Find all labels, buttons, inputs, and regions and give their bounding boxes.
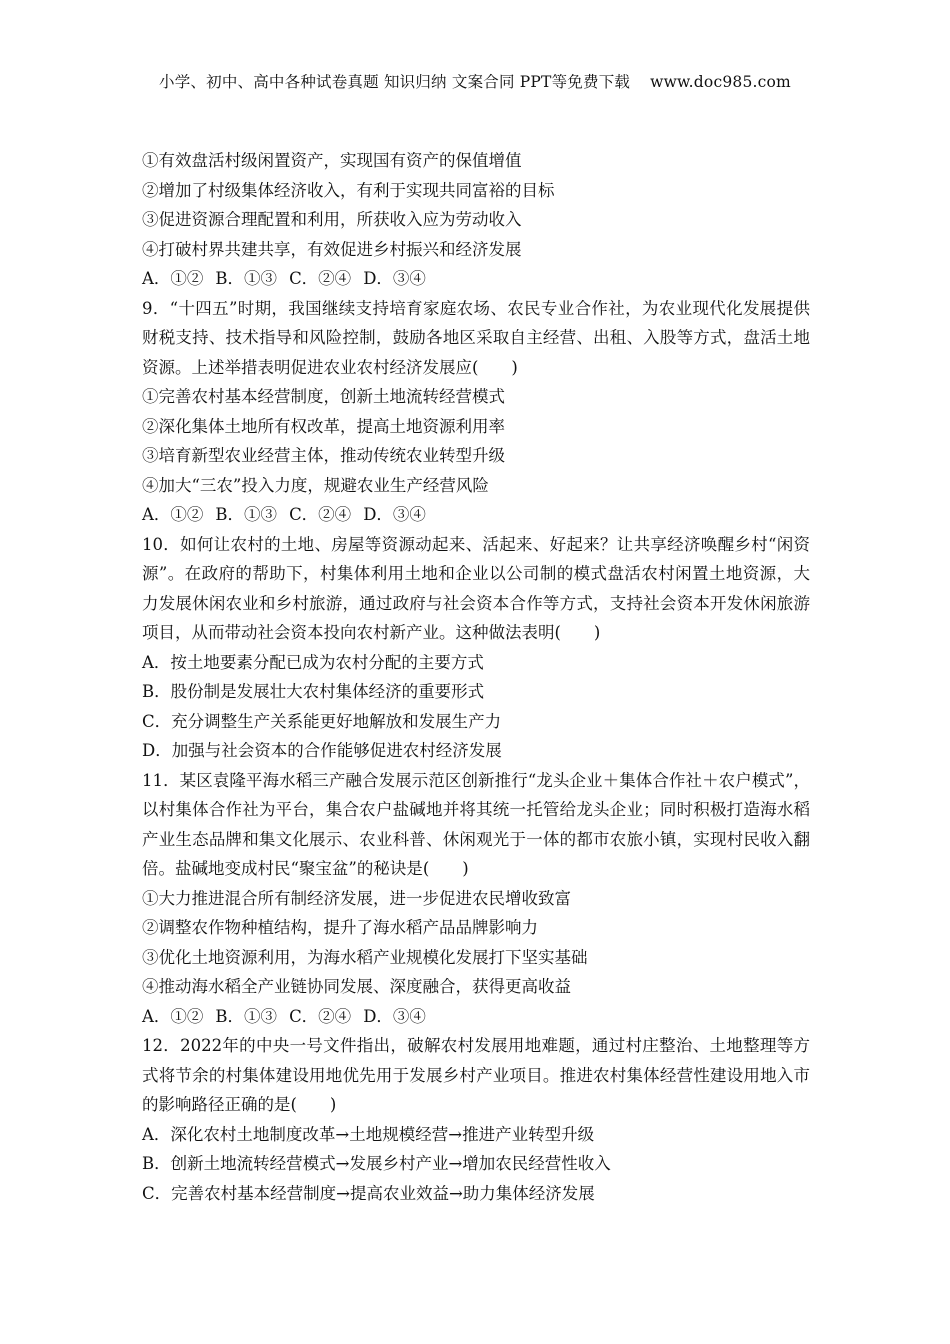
- header-text: 小学、初中、高中各种试卷真题 知识归纳 文案合同 PPT等免费下载: [159, 73, 631, 91]
- q8-item-1: ①有效盘活村级闲置资产，实现国有资产的保值增值: [142, 151, 522, 170]
- q11-option-c: C．②④: [289, 1006, 352, 1026]
- q8-item-2: ②增加了村级集体经济收入，有利于实现共同富裕的目标: [142, 180, 555, 200]
- q9-option-a: A．①②: [142, 505, 204, 524]
- q8-options: [142, 264, 810, 294]
- q11-option-d: D．③④: [363, 1006, 426, 1026]
- q10-stem: 10．如何让农村的土地、房屋等资源动起来、活起来、好起来？让共享经济唤醒乡村“闲资源”。在政府的帮助下，村集体利用土地和企业以公司制的模式盘活农村闲置土地资源，大力发展休闲农业和乡村旅游，通过政府与社会资本合作等方式，支持社会资本开发休闲旅游项目，从而带动社会资本投向农村新产业。这种做法表明( ): [142, 534, 810, 642]
- q9-options: [142, 500, 810, 530]
- header-site: www.doc985.com: [650, 73, 791, 91]
- q9-option-d: D．③④: [363, 505, 426, 524]
- q8-option-b: B．①③: [215, 269, 278, 288]
- q11-item-2: ②调整农作物种植结构，提升了海水稻产品品牌影响力: [142, 918, 538, 937]
- q11-option-a: A．①②: [142, 1006, 204, 1026]
- q8-item-4: ④打破村界共建共享，有效促进乡村振兴和经济发展: [142, 239, 522, 259]
- page-header: [0, 70, 950, 92]
- q11-option-b: B．①③: [215, 1006, 278, 1026]
- q10-choice-d: D．加强与社会资本的合作能够促进农村经济发展: [142, 741, 502, 760]
- q11-item-1: ①大力推进混合所有制经济发展，进一步促进农民增收致富: [142, 888, 571, 908]
- q9-stem: 9．“十四五”时期，我国继续支持培育家庭农场、农民专业合作社，为农业现代化发展提供财税支持、技术指导和风险控制，鼓励各地区采取自主经营、出租、入股等方式，盘活土地资源。上述举措表明促进农业农村经济发展应( ): [142, 298, 810, 377]
- question-8-continued: [142, 146, 810, 294]
- q12-choice-a: A．深化农村土地制度改革→土地规模经营→推进产业转型升级: [142, 1124, 595, 1144]
- q9-item-4: ④加大“三农”投入力度，规避农业生产经营风险: [142, 475, 489, 495]
- q10-choice-b: B．股份制是发展壮大农村集体经济的重要形式: [142, 682, 485, 701]
- q9-option-c: C．②④: [289, 505, 352, 524]
- q11-options: [142, 1002, 810, 1032]
- question-10: [142, 530, 810, 766]
- q8-option-c: C．②④: [289, 269, 352, 288]
- q11-item-3: ③优化土地资源利用，为海水稻产业规模化发展打下坚实基础: [142, 947, 588, 967]
- q8-item-3: ③促进资源合理配置和利用，所获收入应为劳动收入: [142, 210, 522, 229]
- q8-option-a: A．①②: [142, 269, 204, 288]
- q10-choice-c: C．充分调整生产关系能更好地解放和发展生产力: [142, 711, 502, 731]
- q9-option-b: B．①③: [215, 505, 278, 524]
- q9-item-2: ②深化集体土地所有权改革，提高土地资源利用率: [142, 416, 505, 436]
- q12-choice-c: C．完善农村基本经营制度→提高农业效益→助力集体经济发展: [142, 1183, 595, 1203]
- question-9: [142, 294, 810, 530]
- q11-stem: 11．某区袁隆平海水稻三产融合发展示范区创新推行“龙头企业＋集体合作社＋农户模式”，以村集体合作社为平台，集合农户盐碱地并将其统一托管给龙头企业；同时积极打造海水稻产业生态品牌和集文化展示、农业科普、休闲观光于一体的都市农旅小镇，实现村民收入翻倍。盐碱地变成村民“聚宝盆”的秘诀是( ): [142, 770, 810, 878]
- q9-item-3: ③培育新型农业经营主体，推动传统农业转型升级: [142, 446, 505, 465]
- q10-choice-a: A．按土地要素分配已成为农村分配的主要方式: [142, 652, 484, 672]
- question-12: [142, 1031, 810, 1208]
- q8-option-d: D．③④: [363, 269, 426, 288]
- q12-stem: 12．2022年的中央一号文件指出，破解农村发展用地难题，通过村庄整治、土地整理等方式将节余的村集体建设用地优先用于发展乡村产业项目。推进农村集体经营性建设用地入市的影响路径正确的是( ): [142, 1036, 810, 1114]
- document-body: [142, 146, 810, 1208]
- question-11: [142, 766, 810, 1032]
- q9-item-1: ①完善农村基本经营制度，创新土地流转经营模式: [142, 387, 505, 406]
- q11-item-4: ④推动海水稻全产业链协同发展、深度融合，获得更高收益: [142, 977, 571, 996]
- q12-choice-b: B．创新土地流转经营模式→发展乡村产业→增加农民经营性收入: [142, 1154, 611, 1173]
